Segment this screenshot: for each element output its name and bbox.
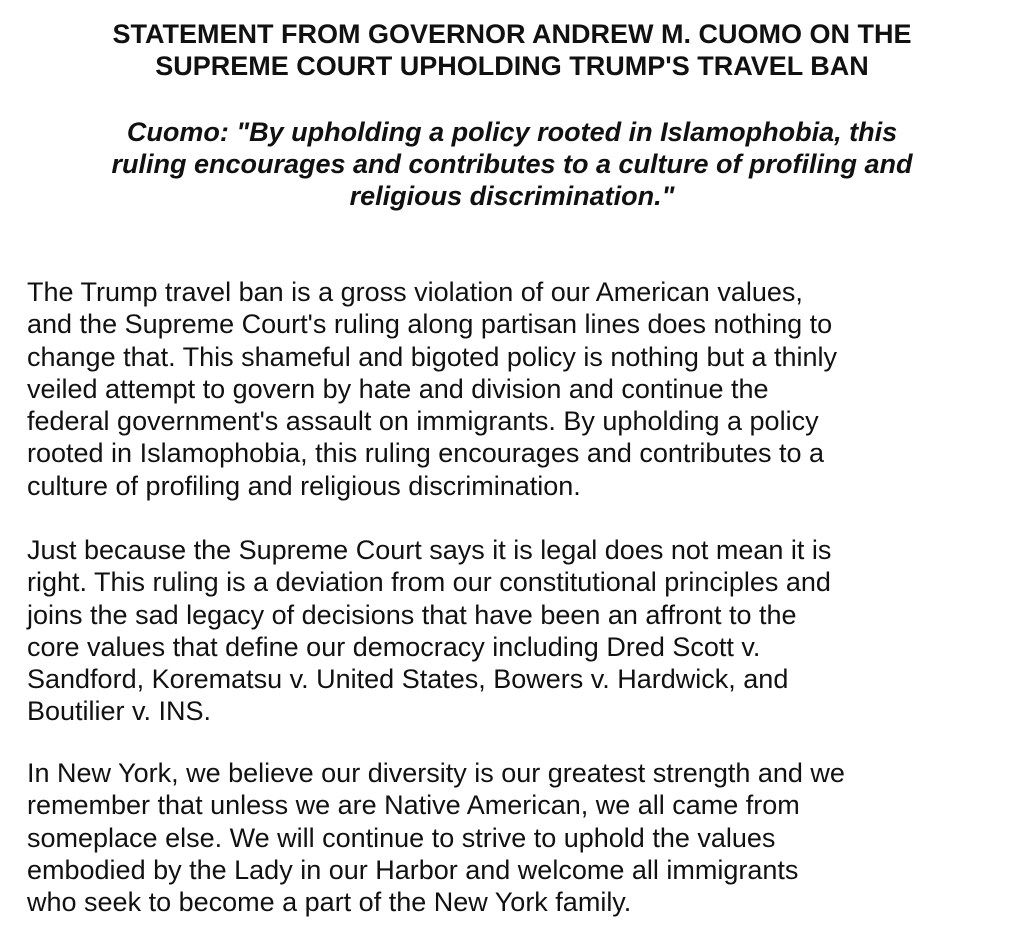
subhead-line: Cuomo: "By upholding a policy rooted in Islamophobia, this (126, 117, 898, 147)
paragraph-line: Just because the Supreme Court says it is legal does not mean it is (27, 535, 832, 565)
statement-paragraph-2 (27, 534, 1007, 728)
paragraph-line: someplace else. We will continue to strive to uphold the values (27, 822, 776, 853)
paragraph-line: The Trump travel ban is a gross violation of our American values, (27, 277, 803, 307)
statement-quote-subhead (24, 116, 1000, 212)
paragraph-line: embodied by the Lady in our Harbor and welcome all immigrants (27, 854, 799, 885)
paragraph-line: change that. This shameful and bigoted policy is nothing but a thinly (27, 341, 838, 372)
paragraph-line: joins the sad legacy of decisions that have been an affront to the (27, 599, 797, 630)
paragraph-line: Sandford, Korematsu v. United States, Bowers v. Hardwick, and (27, 664, 789, 695)
statement-paragraph-1 (27, 276, 1007, 502)
title-line: STATEMENT FROM GOVERNOR ANDREW M. CUOMO ON THE (112, 19, 912, 49)
title-line: SUPREME COURT UPHOLDING TRUMP'S TRAVEL BAN (155, 51, 869, 81)
paragraph-line: core values that define our democracy including Dred Scott v. (27, 631, 761, 662)
paragraph-line: remember that unless we are Native American, we all came from (27, 790, 800, 821)
paragraph-line: Boutilier v. INS. (27, 696, 212, 727)
paragraph-line: In New York, we believe our diversity is our greatest strength and we (27, 758, 845, 788)
paragraph-line: right. This ruling is a deviation from our constitutional principles and (27, 567, 831, 598)
statement-paragraph-3 (27, 757, 1007, 918)
paragraph-line: federal government's assault on immigrants. By upholding a policy (27, 406, 819, 437)
subhead-line: religious discrimination." (349, 181, 675, 211)
subhead-line: ruling encourages and contributes to a culture of profiling and (111, 149, 913, 179)
paragraph-line: and the Supreme Court's ruling along partisan lines does nothing to (27, 309, 833, 340)
paragraph-line: culture of profiling and religious discrimination. (27, 470, 581, 501)
statement-title (24, 18, 1000, 82)
paragraph-line: who seek to become a part of the New York family. (27, 887, 632, 918)
paragraph-line: rooted in Islamophobia, this ruling encourages and contributes to a (27, 438, 825, 469)
paragraph-line: veiled attempt to govern by hate and division and continue the (27, 373, 769, 404)
